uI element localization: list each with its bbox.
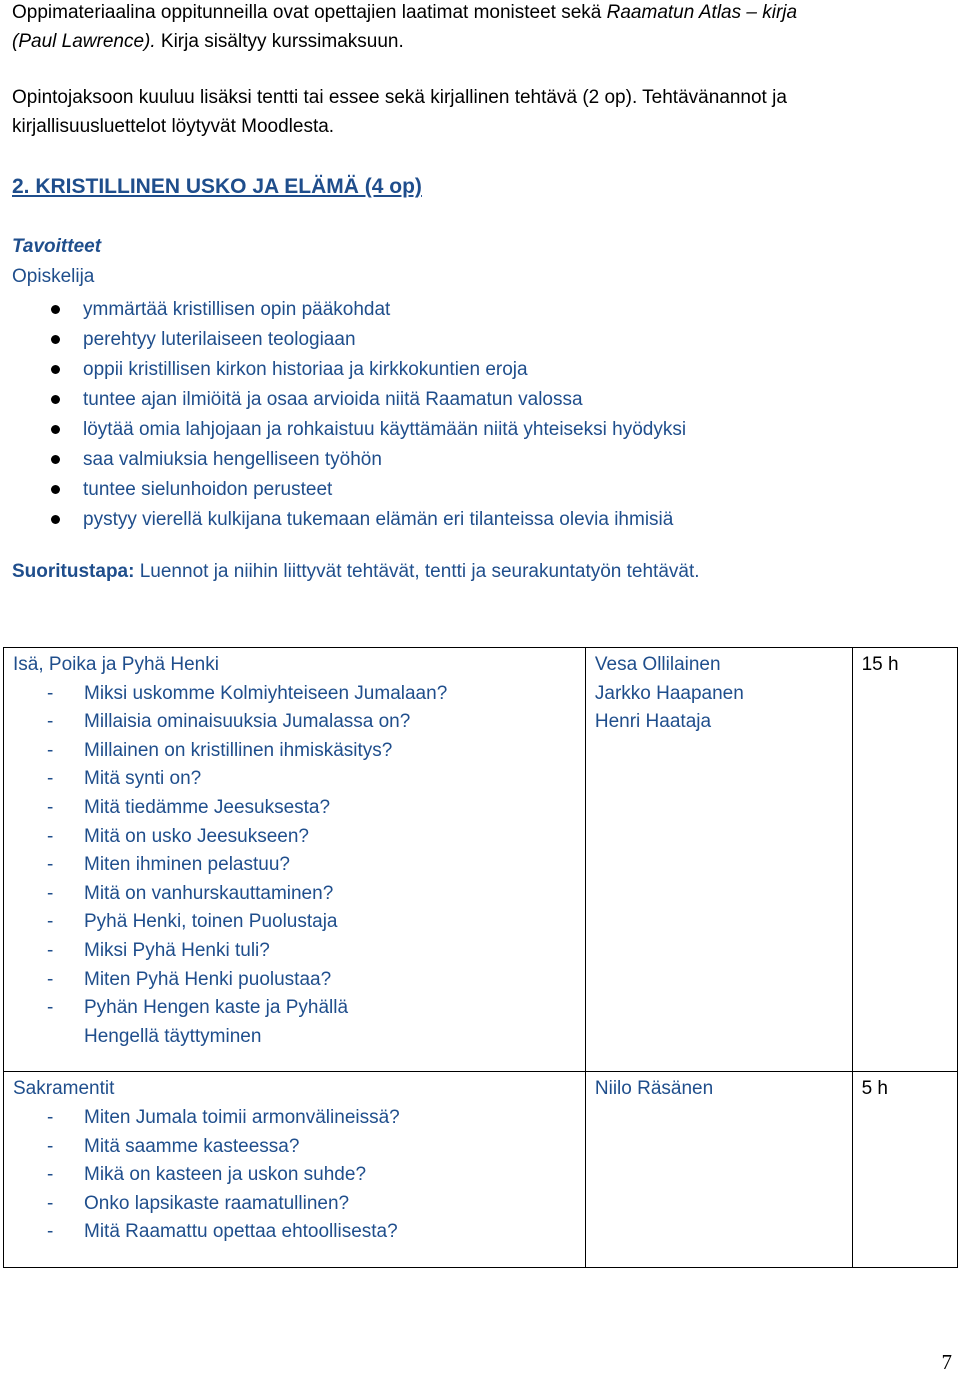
hours-cell bbox=[852, 1072, 957, 1268]
bullet-icon bbox=[51, 485, 60, 494]
topic-cell bbox=[4, 648, 586, 1072]
goal-item bbox=[0, 445, 686, 475]
goal-item bbox=[0, 415, 686, 445]
question-list bbox=[13, 1104, 577, 1247]
bullet-icon bbox=[51, 455, 60, 464]
goal-text: perehtyy luterilaiseen teologiaan bbox=[83, 329, 356, 350]
question-item: - Pyhä Henki, toinen Puolustaja bbox=[47, 911, 338, 933]
goals-list bbox=[0, 295, 686, 535]
question-item: - Onko lapsikaste raamatullinen? bbox=[47, 1192, 350, 1214]
goal-item bbox=[0, 355, 686, 385]
question-item: - Mitä synti on? bbox=[47, 768, 202, 790]
question-text: Mitä on usko Jeesukseen? bbox=[84, 825, 309, 847]
goal-item bbox=[0, 385, 686, 415]
topic-title: Sakramentit bbox=[13, 1078, 115, 1100]
goal-item bbox=[0, 475, 686, 505]
question-item: - Miksi Pyhä Henki tuli? bbox=[47, 939, 270, 961]
question-text: Miten ihminen pelastuu? bbox=[84, 854, 290, 876]
question-item: - Mikä on kasteen ja uskon suhde? bbox=[47, 1164, 367, 1186]
intro-line2-italic: (Paul Lawrence). bbox=[12, 31, 156, 52]
question-text: Onko lapsikaste raamatullinen? bbox=[84, 1192, 350, 1214]
intro-para2-line1: Opintojaksoon kuuluu lisäksi tentti tai essee sekä kirjallinen tehtävä (2 op). Tehtävänannot ja bbox=[12, 87, 787, 108]
teacher-name: Henri Haataja bbox=[594, 711, 712, 733]
topic-title: Isä, Poika ja Pyhä Henki bbox=[13, 654, 219, 675]
completion-method bbox=[12, 561, 700, 583]
question-item: - Miten ihminen pelastuu? bbox=[47, 854, 290, 876]
question-item: - Miten Jumala toimii armonvälineissä? bbox=[47, 1106, 400, 1128]
goal-text: oppii kristillisen kirkon historiaa ja kirkkokuntien eroja bbox=[83, 359, 528, 380]
teacher-cell bbox=[585, 648, 852, 1072]
question-item: - Mitä on usko Jeesukseen? bbox=[47, 825, 309, 847]
page-number: 7 bbox=[941, 1350, 952, 1374]
question-text: Pyhän Hengen kaste ja Pyhällä Hengellä täyttyminen bbox=[84, 997, 349, 1047]
question-item: - Pyhän Hengen kaste ja Pyhällä Hengellä täyttyminen bbox=[47, 997, 349, 1047]
intro-paragraph-1 bbox=[12, 0, 797, 56]
teacher-cell bbox=[585, 1072, 852, 1268]
topic-cell bbox=[4, 1072, 586, 1268]
teacher-name: Jarkko Haapanen bbox=[594, 682, 744, 704]
goal-item bbox=[0, 325, 686, 355]
question-text: Mitä Raamattu opettaa ehtoollisesta? bbox=[84, 1221, 398, 1243]
question-text: Mitä saamme kasteessa? bbox=[84, 1135, 300, 1157]
question-item: - Miten Pyhä Henki puolustaa? bbox=[47, 968, 332, 990]
table-row bbox=[4, 1072, 958, 1268]
question-item: - Mitä on vanhurskauttaminen? bbox=[47, 882, 334, 904]
goal-text: tuntee ajan ilmiöitä ja osaa arvioida niitä Raamatun valossa bbox=[83, 389, 583, 410]
question-text: Mikä on kasteen ja uskon suhde? bbox=[84, 1164, 367, 1186]
question-text: Millaisia ominaisuuksia Jumalassa on? bbox=[84, 711, 411, 733]
intro-para2-line2: kirjallisuusluettelot löytyvät Moodlesta. bbox=[12, 116, 335, 137]
section-heading: 2. KRISTILLINEN USKO JA ELÄMÄ (4 op) bbox=[12, 175, 422, 198]
question-item: - Millainen on kristillinen ihmiskäsitys? bbox=[47, 739, 393, 761]
goal-text: ymmärtää kristillisen opin pääkohdat bbox=[83, 299, 391, 320]
intro-line1-text: Oppimateriaalina oppitunneilla ovat opettajien laatimat monisteet sekä bbox=[12, 2, 607, 23]
question-list bbox=[13, 680, 577, 1052]
bullet-icon bbox=[51, 335, 60, 344]
table-row bbox=[4, 648, 958, 1072]
bullet-icon bbox=[51, 425, 60, 434]
intro-paragraph-2 bbox=[12, 83, 787, 141]
goal-item bbox=[0, 295, 686, 325]
question-item: - Millaisia ominaisuuksia Jumalassa on? bbox=[47, 711, 411, 733]
student-label: Opiskelija bbox=[12, 266, 95, 287]
bullet-icon bbox=[51, 395, 60, 404]
hours-value: 15 h bbox=[861, 654, 899, 675]
teacher-name: Niilo Räsänen bbox=[594, 1078, 714, 1100]
teacher-name: Vesa Ollilainen bbox=[594, 654, 721, 675]
question-item: - Mitä tiedämme Jeesuksesta? bbox=[47, 796, 331, 818]
goals-title: Tavoitteet bbox=[12, 236, 102, 257]
method-text: Luennot ja niihin liittyvät tehtävät, tentti ja seurakuntatyön tehtävät. bbox=[134, 561, 700, 582]
question-text: Mitä on vanhurskauttaminen? bbox=[84, 882, 334, 904]
course-table bbox=[3, 647, 958, 1268]
question-text: Miten Jumala toimii armonvälineissä? bbox=[84, 1106, 400, 1128]
question-text: Miksi Pyhä Henki tuli? bbox=[84, 939, 270, 961]
question-text: Millainen on kristillinen ihmiskäsitys? bbox=[84, 739, 393, 761]
question-text: Miksi uskomme Kolmiyhteiseen Jumalaan? bbox=[84, 682, 448, 704]
question-text: Miten Pyhä Henki puolustaa? bbox=[84, 968, 332, 990]
question-text: Mitä tiedämme Jeesuksesta? bbox=[84, 796, 331, 818]
goal-text: löytää omia lahjojaan ja rohkaistuu käyttämään niitä yhteiseksi hyödyksi bbox=[83, 419, 687, 440]
question-item: - Mitä saamme kasteessa? bbox=[47, 1135, 300, 1157]
intro-line1-italic: Raamatun Atlas – kirja bbox=[606, 2, 798, 23]
bullet-icon bbox=[51, 515, 60, 524]
hours-value: 5 h bbox=[861, 1078, 888, 1100]
goal-item bbox=[0, 505, 686, 535]
goal-text: pystyy vierellä kulkijana tukemaan elämän eri tilanteissa olevia ihmisiä bbox=[83, 509, 674, 530]
bullet-icon bbox=[51, 305, 60, 314]
question-text: Pyhä Henki, toinen Puolustaja bbox=[84, 911, 338, 933]
hours-cell bbox=[852, 648, 957, 1072]
question-text: Mitä synti on? bbox=[84, 768, 202, 790]
bullet-icon bbox=[51, 365, 60, 374]
goal-text: saa valmiuksia hengelliseen työhön bbox=[83, 449, 382, 470]
question-item: - Miksi uskomme Kolmiyhteiseen Jumalaan? bbox=[47, 682, 448, 704]
intro-line2-text: Kirja sisältyy kurssimaksuun. bbox=[155, 31, 404, 52]
method-label: Suoritustapa: bbox=[12, 561, 135, 582]
question-item: - Mitä Raamattu opettaa ehtoollisesta? bbox=[47, 1221, 398, 1243]
goal-text: tuntee sielunhoidon perusteet bbox=[83, 479, 333, 500]
